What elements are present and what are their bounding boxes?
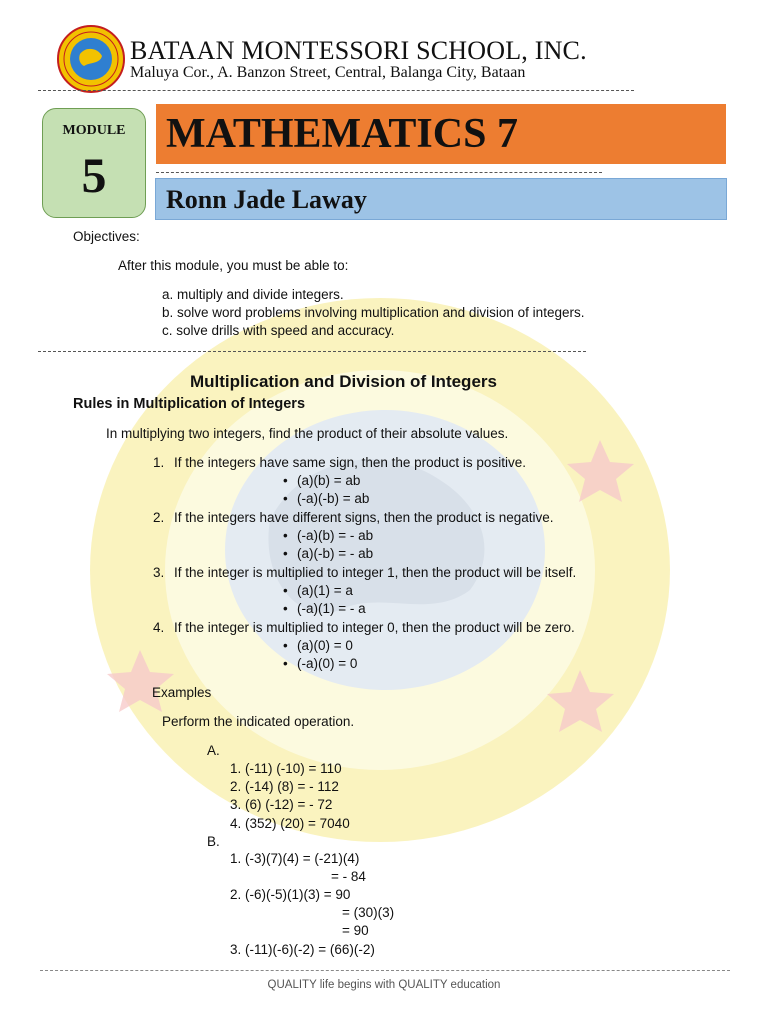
objectives-intro: After this module, you must be able to: xyxy=(118,258,349,273)
example-group-label: A. xyxy=(207,743,220,758)
author-name: Ronn Jade Laway xyxy=(166,185,367,214)
example-item: 3. (6) (-12) = - 72 xyxy=(230,797,333,812)
header-divider xyxy=(38,90,634,91)
rules-intro: In multiplying two integers, find the product of their absolute values. xyxy=(106,426,509,441)
example-item: 1. (-11) (-10) = 110 xyxy=(230,761,342,776)
example-continuation: = (30)(3) xyxy=(342,905,395,920)
school-address: Maluya Cor., A. Banzon Street, Central, Balanga City, Bataan xyxy=(130,64,526,81)
module-number: 5 xyxy=(81,147,107,203)
example-item: 4. (352) (20) = 7040 xyxy=(230,816,350,831)
title-divider xyxy=(156,172,602,173)
module-label: MODULE xyxy=(62,123,126,138)
rule-example: • (a)(0) = 0 xyxy=(297,638,353,653)
example-item: 2. (-6)(-5)(1)(3) = 90 xyxy=(230,887,351,902)
rule-number: 4. xyxy=(153,620,165,635)
rule-number: 1. xyxy=(153,455,165,470)
rule-number: 2. xyxy=(153,510,165,525)
school-name: BATAAN MONTESSORI SCHOOL, INC. xyxy=(130,36,587,65)
examples-heading: Examples xyxy=(152,685,212,700)
module-badge xyxy=(42,108,146,218)
example-continuation: = - 84 xyxy=(331,869,366,884)
rule-text: If the integer is multiplied to integer 0, then the product will be zero. xyxy=(174,620,575,635)
footer-motto: QUALITY life begins with QUALITY education xyxy=(267,979,501,991)
objectives-divider xyxy=(38,351,586,352)
rule-example: • (a)(-b) = - ab xyxy=(297,546,373,561)
document-title: MATHEMATICS 7 xyxy=(166,111,518,157)
example-item: 1. (-3)(7)(4) = (-21)(4) xyxy=(230,851,360,866)
rule-example: • (-a)(1) = - a xyxy=(297,601,366,616)
examples-instruction: Perform the indicated operation. xyxy=(162,714,355,729)
footer-divider xyxy=(40,970,730,971)
rule-example: • (-a)(0) = 0 xyxy=(297,656,357,671)
rule-example: • (a)(b) = ab xyxy=(297,473,360,488)
rule-text: If the integers have same sign, then the product is positive. xyxy=(174,455,526,470)
school-logo xyxy=(56,24,126,94)
rule-text: If the integers have different signs, then the product is negative. xyxy=(174,510,554,525)
objectives-heading: Objectives: xyxy=(73,229,140,244)
section-title: Multiplication and Division of Integers xyxy=(190,372,497,391)
rule-number: 3. xyxy=(153,565,165,580)
rules-title: Rules in Multiplication of Integers xyxy=(73,396,306,412)
example-item: 3. (-11)(-6)(-2) = (66)(-2) xyxy=(230,942,375,957)
example-group-label: B. xyxy=(207,834,220,849)
example-continuation: = 90 xyxy=(342,923,369,938)
objective-item: a. multiply and divide integers. xyxy=(162,287,344,302)
rule-example: • (-a)(b) = - ab xyxy=(297,528,373,543)
rule-example: • (a)(1) = a xyxy=(297,583,353,598)
example-item: 2. (-14) (8) = - 112 xyxy=(230,779,339,794)
objective-item: b. solve word problems involving multiplication and division of integers. xyxy=(162,305,585,320)
title-bar xyxy=(156,104,726,164)
objective-item: c. solve drills with speed and accuracy. xyxy=(162,323,395,338)
rule-text: If the integer is multiplied to integer 1, then the product will be itself. xyxy=(174,565,577,580)
rule-example: • (-a)(-b) = ab xyxy=(297,491,369,506)
author-bar xyxy=(155,178,727,220)
